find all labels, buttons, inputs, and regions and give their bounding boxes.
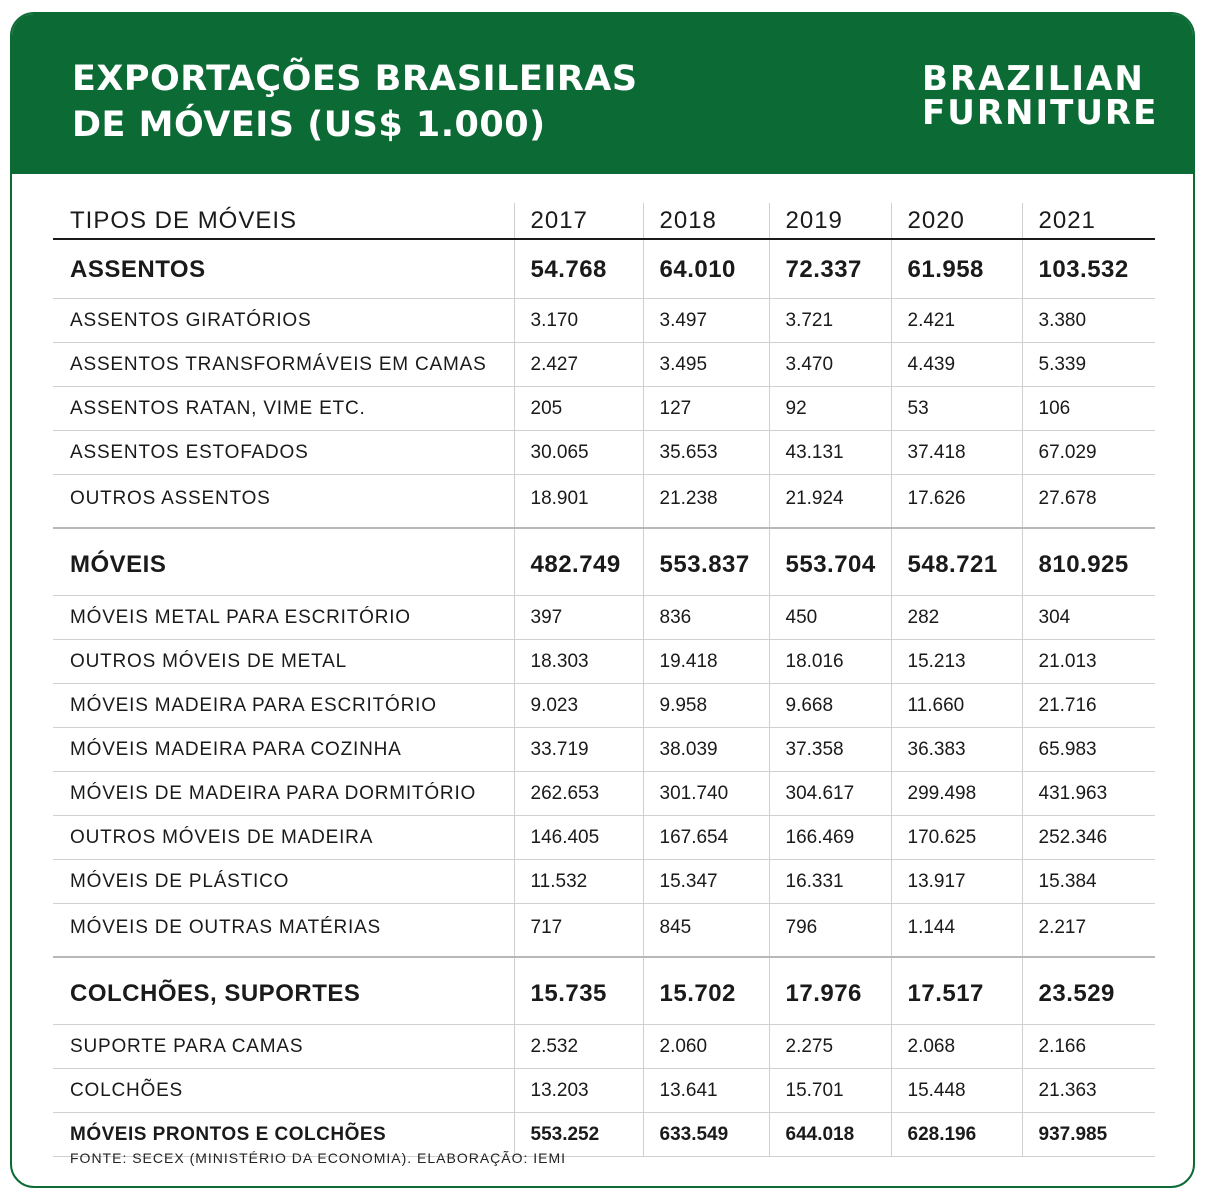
row-value: 18.016 <box>769 640 891 684</box>
row-value: 628.196 <box>891 1113 1022 1157</box>
row-label: SUPORTE PARA CAMAS <box>53 1025 514 1069</box>
row-value: 2.068 <box>891 1025 1022 1069</box>
row-label: COLCHÕES, SUPORTES <box>53 957 514 1025</box>
row-value: 67.029 <box>1022 431 1155 475</box>
header-banner <box>12 14 1193 174</box>
row-label: MÓVEIS PRONTOS E COLCHÕES <box>53 1113 514 1157</box>
table-row <box>53 772 1155 816</box>
table-row <box>53 1025 1155 1069</box>
row-value: 553.252 <box>514 1113 643 1157</box>
row-value: 36.383 <box>891 728 1022 772</box>
row-value: 17.517 <box>891 957 1022 1025</box>
row-value: 205 <box>514 387 643 431</box>
section-total-row <box>53 957 1155 1025</box>
row-value: 548.721 <box>891 528 1022 596</box>
row-value: 644.018 <box>769 1113 891 1157</box>
table-row <box>53 640 1155 684</box>
row-label: OUTROS MÓVEIS DE METAL <box>53 640 514 684</box>
row-value: 72.337 <box>769 239 891 299</box>
row-value: 65.983 <box>1022 728 1155 772</box>
row-value: 262.653 <box>514 772 643 816</box>
row-value: 2.427 <box>514 343 643 387</box>
row-value: 482.749 <box>514 528 643 596</box>
row-value: 252.346 <box>1022 816 1155 860</box>
row-value: 27.678 <box>1022 475 1155 529</box>
row-label: MÓVEIS MADEIRA PARA ESCRITÓRIO <box>53 684 514 728</box>
row-value: 146.405 <box>514 816 643 860</box>
row-value: 16.331 <box>769 860 891 904</box>
table-row <box>53 596 1155 640</box>
row-value: 54.768 <box>514 239 643 299</box>
row-value: 9.668 <box>769 684 891 728</box>
table-row <box>53 1069 1155 1113</box>
logo-line-1: BRAZILIAN <box>922 59 1145 99</box>
row-value: 37.358 <box>769 728 891 772</box>
column-header-year: 2017 <box>514 203 643 239</box>
row-value: 450 <box>769 596 891 640</box>
row-value: 15.701 <box>769 1069 891 1113</box>
row-label: MÓVEIS MADEIRA PARA COZINHA <box>53 728 514 772</box>
table-row <box>53 728 1155 772</box>
row-value: 304.617 <box>769 772 891 816</box>
row-value: 553.837 <box>643 528 769 596</box>
row-value: 2.421 <box>891 299 1022 343</box>
row-value: 166.469 <box>769 816 891 860</box>
row-value: 2.275 <box>769 1025 891 1069</box>
row-value: 37.418 <box>891 431 1022 475</box>
row-label: MÓVEIS DE MADEIRA PARA DORMITÓRIO <box>53 772 514 816</box>
row-value: 21.013 <box>1022 640 1155 684</box>
row-value: 3.380 <box>1022 299 1155 343</box>
row-value: 15.702 <box>643 957 769 1025</box>
column-header-year: 2018 <box>643 203 769 239</box>
section-total-row <box>53 239 1155 299</box>
row-label: ASSENTOS GIRATÓRIOS <box>53 299 514 343</box>
row-value: 810.925 <box>1022 528 1155 596</box>
row-value: 18.901 <box>514 475 643 529</box>
row-value: 3.721 <box>769 299 891 343</box>
row-value: 64.010 <box>643 239 769 299</box>
row-value: 13.917 <box>891 860 1022 904</box>
row-value: 38.039 <box>643 728 769 772</box>
column-header-year: 2019 <box>769 203 891 239</box>
row-value: 33.719 <box>514 728 643 772</box>
row-value: 282 <box>891 596 1022 640</box>
row-label: ASSENTOS ESTOFADOS <box>53 431 514 475</box>
row-value: 1.144 <box>891 904 1022 958</box>
row-value: 15.735 <box>514 957 643 1025</box>
row-value: 106 <box>1022 387 1155 431</box>
row-value: 167.654 <box>643 816 769 860</box>
row-label: ASSENTOS TRANSFORMÁVEIS EM CAMAS <box>53 343 514 387</box>
row-value: 17.626 <box>891 475 1022 529</box>
row-value: 633.549 <box>643 1113 769 1157</box>
title-line-2: DE MÓVEIS (US$ 1.000) <box>72 105 546 145</box>
row-value: 845 <box>643 904 769 958</box>
row-value: 3.470 <box>769 343 891 387</box>
row-value: 431.963 <box>1022 772 1155 816</box>
row-label: ASSENTOS <box>53 239 514 299</box>
row-value: 304 <box>1022 596 1155 640</box>
row-value: 299.498 <box>891 772 1022 816</box>
row-value: 18.303 <box>514 640 643 684</box>
row-value: 21.716 <box>1022 684 1155 728</box>
row-value: 796 <box>769 904 891 958</box>
page-title <box>72 56 638 148</box>
row-value: 836 <box>643 596 769 640</box>
row-value: 4.439 <box>891 343 1022 387</box>
row-label: ASSENTOS RATAN, VIME ETC. <box>53 387 514 431</box>
row-value: 61.958 <box>891 239 1022 299</box>
table-row <box>53 343 1155 387</box>
source-note: FONTE: SECEX (MINISTÉRIO DA ECONOMIA). ELABORAÇÃO: IEMI <box>70 1150 567 1166</box>
row-value: 11.660 <box>891 684 1022 728</box>
row-value: 15.384 <box>1022 860 1155 904</box>
row-value: 11.532 <box>514 860 643 904</box>
row-value: 9.023 <box>514 684 643 728</box>
row-value: 19.418 <box>643 640 769 684</box>
row-value: 15.347 <box>643 860 769 904</box>
row-label: MÓVEIS <box>53 528 514 596</box>
row-value: 9.958 <box>643 684 769 728</box>
row-value: 397 <box>514 596 643 640</box>
row-value: 21.363 <box>1022 1069 1155 1113</box>
row-value: 21.238 <box>643 475 769 529</box>
row-label: MÓVEIS DE PLÁSTICO <box>53 860 514 904</box>
row-value: 53 <box>891 387 1022 431</box>
row-value: 15.448 <box>891 1069 1022 1113</box>
table-row <box>53 299 1155 343</box>
table-row <box>53 684 1155 728</box>
row-value: 92 <box>769 387 891 431</box>
row-value: 103.532 <box>1022 239 1155 299</box>
row-value: 2.166 <box>1022 1025 1155 1069</box>
row-value: 301.740 <box>643 772 769 816</box>
table-row <box>53 860 1155 904</box>
column-header-year: 2021 <box>1022 203 1155 239</box>
row-value: 127 <box>643 387 769 431</box>
row-label: OUTROS MÓVEIS DE MADEIRA <box>53 816 514 860</box>
column-header-year: 2020 <box>891 203 1022 239</box>
row-value: 553.704 <box>769 528 891 596</box>
exports-table <box>53 203 1155 1157</box>
logo-line-2: FURNITURE <box>922 93 1159 133</box>
row-value: 17.976 <box>769 957 891 1025</box>
row-label: COLCHÕES <box>53 1069 514 1113</box>
row-value: 2.217 <box>1022 904 1155 958</box>
row-value: 2.060 <box>643 1025 769 1069</box>
row-value: 5.339 <box>1022 343 1155 387</box>
column-header-type: TIPOS DE MÓVEIS <box>53 203 514 239</box>
row-label: OUTROS ASSENTOS <box>53 475 514 529</box>
row-value: 13.203 <box>514 1069 643 1113</box>
title-line-1: EXPORTAÇÕES BRASILEIRAS <box>72 59 638 99</box>
row-value: 15.213 <box>891 640 1022 684</box>
table-row <box>53 904 1155 958</box>
row-value: 23.529 <box>1022 957 1155 1025</box>
row-value: 3.497 <box>643 299 769 343</box>
row-value: 717 <box>514 904 643 958</box>
table-row <box>53 816 1155 860</box>
row-label: MÓVEIS METAL PARA ESCRITÓRIO <box>53 596 514 640</box>
row-value: 170.625 <box>891 816 1022 860</box>
row-label: MÓVEIS DE OUTRAS MATÉRIAS <box>53 904 514 958</box>
row-value: 13.641 <box>643 1069 769 1113</box>
table-body <box>53 239 1155 1157</box>
table-row <box>53 475 1155 529</box>
table-header-row <box>53 203 1155 239</box>
row-value: 937.985 <box>1022 1113 1155 1157</box>
section-total-row <box>53 528 1155 596</box>
row-value: 21.924 <box>769 475 891 529</box>
row-value: 30.065 <box>514 431 643 475</box>
row-value: 43.131 <box>769 431 891 475</box>
row-value: 35.653 <box>643 431 769 475</box>
brazilian-furniture-logo <box>922 59 1159 133</box>
row-value: 3.495 <box>643 343 769 387</box>
table-row <box>53 387 1155 431</box>
row-value: 3.170 <box>514 299 643 343</box>
table-row <box>53 431 1155 475</box>
row-value: 2.532 <box>514 1025 643 1069</box>
